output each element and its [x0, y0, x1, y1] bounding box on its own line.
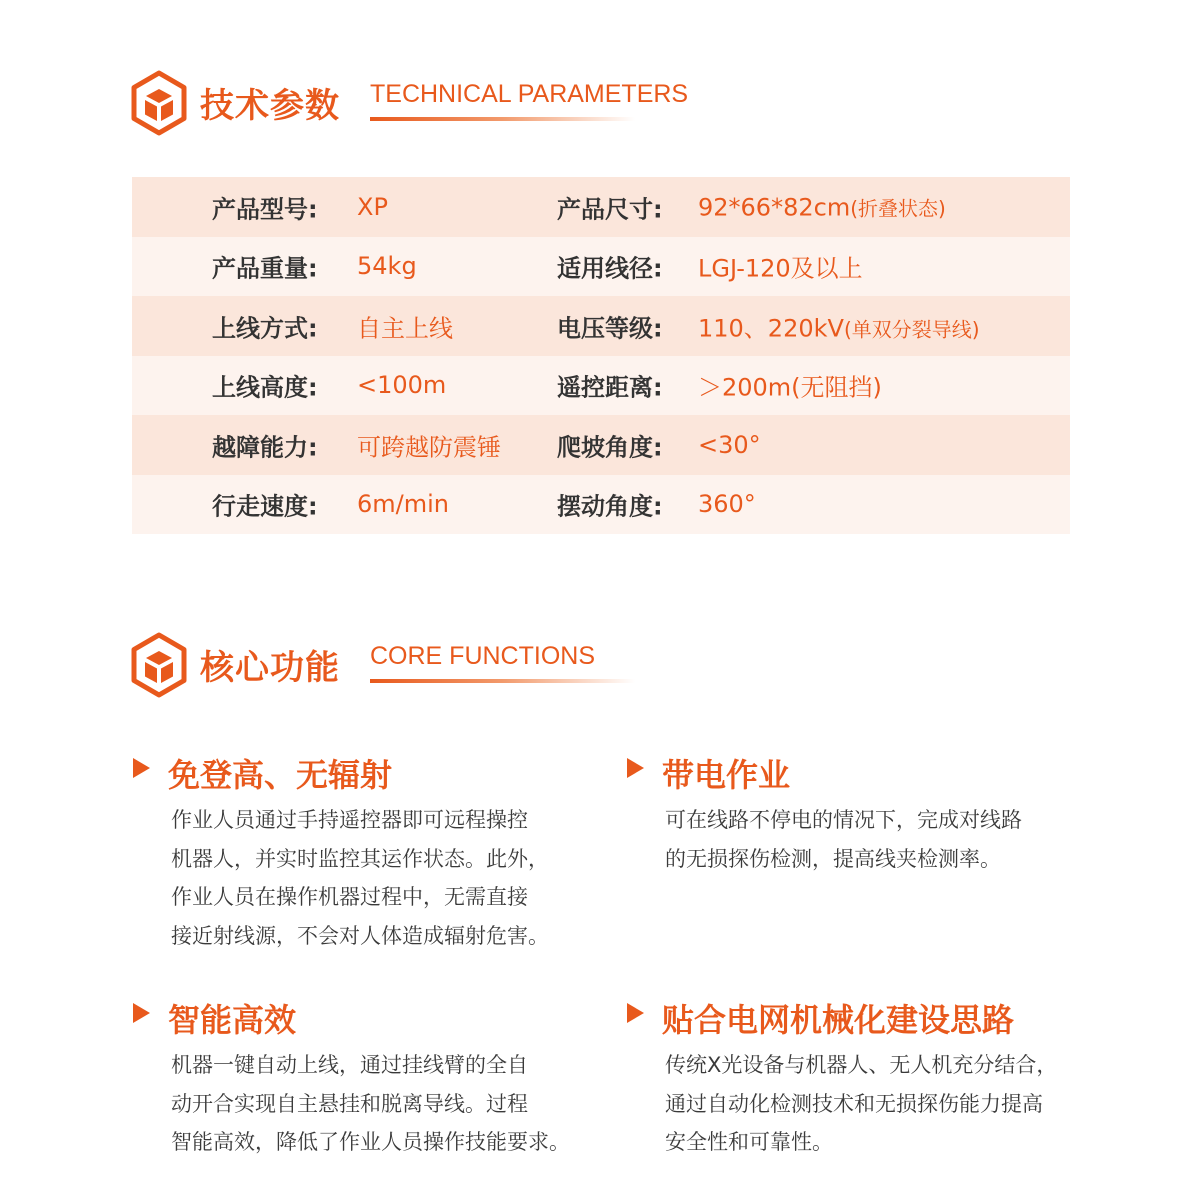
param-label: 适用线径:	[557, 254, 663, 283]
param-value-main: 92*66*82cm	[698, 193, 851, 222]
param-row	[132, 296, 1070, 356]
param-value-note: (单双分裂导线)	[843, 317, 980, 342]
triangle-bullet-icon	[133, 1003, 150, 1023]
box-hexagon-logo-icon	[130, 70, 188, 136]
param-label: 爬坡角度:	[557, 433, 663, 462]
param-label: 摆动角度:	[557, 492, 663, 521]
param-row	[132, 237, 1070, 297]
param-value-main: 110、220kV	[698, 314, 844, 343]
param-value: ＞200m(无阻挡)	[698, 373, 882, 402]
param-value: 360°	[698, 490, 756, 519]
feature-title: 智能高效	[168, 1001, 297, 1039]
param-label: 越障能力:	[212, 433, 318, 462]
param-label: 遥控距离:	[557, 373, 663, 402]
param-label: 产品尺寸:	[557, 195, 663, 224]
feature-line: 机器人，并实时监控其运作状态。此外，	[171, 846, 549, 871]
param-value	[698, 192, 946, 221]
param-label: 上线方式:	[212, 314, 318, 343]
feature-line: 传统X光设备与机器人、无人机充分结合，	[665, 1053, 1058, 1077]
feature-description	[665, 801, 1115, 878]
param-label: 行走速度:	[212, 492, 318, 521]
section-title-cn: 技术参数	[200, 86, 340, 126]
feature-line: 机器一键自动上线，通过挂线臂的全自	[171, 1053, 528, 1077]
feature-line: 安全性和可靠性。	[665, 1130, 833, 1155]
feature-line: 智能高效，降低了作业人员操作技能要求。	[171, 1130, 570, 1155]
feature-description	[171, 1046, 621, 1162]
feature-description	[171, 801, 621, 956]
feature-title: 贴合电网机械化建设思路	[662, 1001, 1015, 1039]
title-underline	[370, 117, 635, 121]
param-value: XP	[357, 192, 388, 221]
param-value: 6m/min	[357, 490, 449, 519]
param-value: <30°	[698, 430, 761, 459]
param-label: 电压等级:	[557, 314, 663, 343]
param-value: LGJ-120及以上	[698, 254, 863, 283]
feature-line: 可在线路不停电的情况下，完成对线路	[665, 808, 1022, 832]
feature-description	[665, 1046, 1115, 1162]
param-value: 可跨越防震锤	[357, 433, 501, 462]
param-row	[132, 177, 1070, 237]
param-value: 自主上线	[357, 314, 453, 343]
param-row	[132, 415, 1070, 475]
feature-title: 免登高、无辐射	[168, 756, 393, 794]
feature-title: 带电作业	[662, 756, 791, 794]
feature-line: 接近射线源，不会对人体造成辐射危害。	[171, 924, 549, 949]
param-label: 上线高度:	[212, 373, 318, 402]
section-title-en: CORE FUNCTIONS	[370, 642, 595, 670]
triangle-bullet-icon	[627, 1003, 644, 1023]
parameters-table	[132, 177, 1070, 534]
triangle-bullet-icon	[133, 758, 150, 778]
feature-line: 动开合实现自主悬挂和脱离导线。过程	[171, 1091, 528, 1116]
param-value	[698, 308, 980, 343]
triangle-bullet-icon	[627, 758, 644, 778]
section-title-en: TECHNICAL PARAMETERS	[370, 80, 689, 108]
param-label: 产品重量:	[212, 254, 318, 283]
title-underline	[370, 679, 635, 683]
param-row	[132, 475, 1070, 535]
param-value: 54kg	[357, 252, 417, 281]
param-value-note: (折叠状态)	[850, 196, 946, 221]
feature-line: 通过自动化检测技术和无损探伤能力提高	[665, 1091, 1043, 1116]
feature-line: 作业人员通过手持遥控器即可远程操控	[171, 808, 528, 832]
section-title-cn: 核心功能	[200, 648, 340, 688]
box-hexagon-logo-icon	[130, 632, 188, 698]
feature-line: 的无损探伤检测，提高线夹检测率。	[665, 846, 1001, 871]
param-value: <100m	[357, 371, 447, 400]
param-row	[132, 356, 1070, 416]
feature-line: 作业人员在操作机器过程中，无需直接	[171, 885, 528, 910]
param-label: 产品型号:	[212, 195, 318, 224]
